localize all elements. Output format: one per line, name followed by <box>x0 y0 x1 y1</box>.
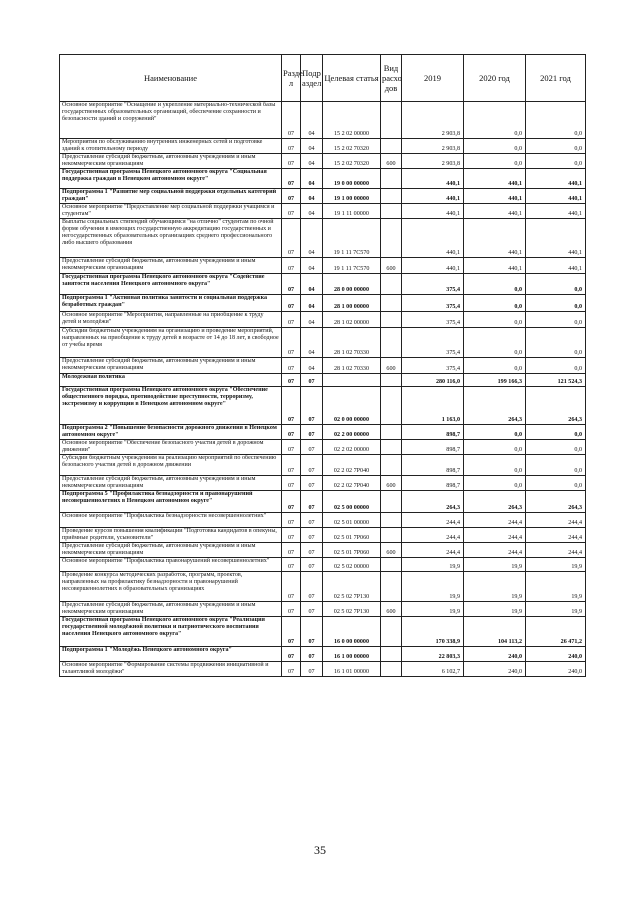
table-row <box>60 662 586 677</box>
table-cell-subsection: 04 <box>301 328 323 358</box>
table-cell-name: Проведение курсов повышения квалификации "Подготовка кандидатов в опекуны, приёмные родители, усыновители" <box>60 528 282 543</box>
table-cell-target-article: 28 1 00 00000 <box>323 295 381 312</box>
header-subsection: Подр аздел <box>301 55 323 102</box>
table-cell-subsection: 07 <box>301 425 323 440</box>
table-cell-subsection: 07 <box>301 617 323 647</box>
table-cell-name: Проведение конкурса методических разработок, программ, проектов, направленных на профилактику безнадзорности и правонарушений несовершеннолетних в образовательных организациях <box>60 572 282 602</box>
table-cell-2020: 0,0 <box>464 358 526 374</box>
table-cell-2020: 0,0 <box>464 476 526 491</box>
table-cell-subsection: 04 <box>301 258 323 274</box>
table-cell-section: 07 <box>282 258 301 274</box>
table-cell-2021: 264,3 <box>526 387 586 425</box>
table-cell-expense-type <box>381 204 402 219</box>
table-cell-2020: 0,0 <box>464 455 526 476</box>
table-cell-section: 07 <box>282 189 301 204</box>
table-row <box>60 139 586 154</box>
table-cell-target-article: 28 1 02 70330 <box>323 328 381 358</box>
table-cell-expense-type: 600 <box>381 358 402 374</box>
table-row <box>60 558 586 572</box>
table-cell-2019: 19,9 <box>402 558 464 572</box>
table-cell-2020: 440,1 <box>464 204 526 219</box>
table-cell-section: 07 <box>282 572 301 602</box>
table-row <box>60 476 586 491</box>
table-cell-2020: 0,0 <box>464 295 526 312</box>
table-cell-name: Основное мероприятие "Профилактика безнадзорности несовершеннолетних" <box>60 513 282 528</box>
table-cell-name: Подпрограмма 5 "Профилактика безнадзорности и правонарушений несовершеннолетних в Ненецком автономном округе" <box>60 491 282 513</box>
table-cell-2020: 440,1 <box>464 169 526 189</box>
table-cell-section: 07 <box>282 358 301 374</box>
table-cell-2020: 0,0 <box>464 102 526 139</box>
table-cell-target-article: 19 0 00 00000 <box>323 169 381 189</box>
table-cell-2019: 170 338,9 <box>402 617 464 647</box>
table-cell-target-article: 16 1 01 00000 <box>323 662 381 677</box>
table-cell-target-article: 02 5 02 7Р130 <box>323 602 381 617</box>
table-cell-2021: 19,9 <box>526 558 586 572</box>
table-cell-target-article: 02 5 00 00000 <box>323 491 381 513</box>
table-cell-expense-type <box>381 374 402 387</box>
header-section: Разде л <box>282 55 301 102</box>
table-cell-section: 07 <box>282 328 301 358</box>
table-row <box>60 312 586 328</box>
table-cell-2019: 440,1 <box>402 204 464 219</box>
table-cell-name: Выплаты социальных стипендий обучающимся "на отлично" студентам по очной форме обучения в имеющих государственную аккредитацию государственных и негосударственных образовательных организациях среднего профессионального либо высшего образования <box>60 219 282 258</box>
table-cell-2020: 199 166,3 <box>464 374 526 387</box>
table-cell-subsection: 07 <box>301 662 323 677</box>
table-cell-2021: 240,0 <box>526 662 586 677</box>
table-cell-2019: 2 903,8 <box>402 139 464 154</box>
table-cell-expense-type <box>381 455 402 476</box>
table-cell-2020: 0,0 <box>464 154 526 169</box>
table-cell-2020: 244,4 <box>464 528 526 543</box>
table-cell-name: Подпрограмма 1 "Развитие мер социальной поддержки отдельных категорий граждан" <box>60 189 282 204</box>
table-cell-2021: 19,9 <box>526 602 586 617</box>
table-cell-expense-type <box>381 169 402 189</box>
table-cell-subsection: 04 <box>301 189 323 204</box>
table-cell-expense-type: 600 <box>381 543 402 558</box>
table-cell-subsection: 04 <box>301 102 323 139</box>
table-cell-2021: 0,0 <box>526 312 586 328</box>
table-cell-2021: 0,0 <box>526 274 586 295</box>
table-cell-section: 07 <box>282 274 301 295</box>
table-cell-target-article: 02 0 00 00000 <box>323 387 381 425</box>
table-cell-section: 07 <box>282 617 301 647</box>
table-cell-subsection: 04 <box>301 169 323 189</box>
table-row <box>60 102 586 139</box>
table-cell-2020: 0,0 <box>464 328 526 358</box>
table-row <box>60 154 586 169</box>
table-cell-section: 07 <box>282 204 301 219</box>
table-cell-expense-type <box>381 440 402 455</box>
table-cell-name: Основное мероприятие "Формирование системы продвижения инициативной и талантливой молодёжи" <box>60 662 282 677</box>
budget-table <box>59 54 586 677</box>
table-cell-2020: 240,0 <box>464 662 526 677</box>
table-cell-target-article: 19 1 11 7С570 <box>323 258 381 274</box>
table-cell-section: 07 <box>282 425 301 440</box>
table-cell-name: Подпрограмма 2 "Повышение безопасности дорожного движения в Ненецком автономном округе" <box>60 425 282 440</box>
table-cell-2021: 0,0 <box>526 358 586 374</box>
table-row <box>60 204 586 219</box>
table-row <box>60 491 586 513</box>
table-row <box>60 219 586 258</box>
table-cell-expense-type <box>381 219 402 258</box>
table-cell-section: 07 <box>282 513 301 528</box>
table-cell-subsection: 07 <box>301 387 323 425</box>
table-cell-section: 07 <box>282 139 301 154</box>
table-cell-target-article: 19 1 11 00000 <box>323 204 381 219</box>
table-cell-subsection: 04 <box>301 139 323 154</box>
table-cell-2021: 440,1 <box>526 169 586 189</box>
table-row <box>60 169 586 189</box>
table-cell-2020: 19,9 <box>464 572 526 602</box>
table-cell-2021: 0,0 <box>526 139 586 154</box>
table-cell-target-article: 28 0 00 00000 <box>323 274 381 295</box>
table-cell-target-article: 02 5 01 7Р060 <box>323 528 381 543</box>
table-cell-expense-type: 600 <box>381 476 402 491</box>
table-cell-name: Основное мероприятие "Профилактика правонарушений несовершеннолетних" <box>60 558 282 572</box>
table-row <box>60 189 586 204</box>
page-number: 35 <box>314 843 326 857</box>
table-cell-name: Основное мероприятие "Мероприятия, направленные на приобщение к труду детей и молодёжи" <box>60 312 282 328</box>
table-cell-2019: 440,1 <box>402 169 464 189</box>
table-cell-2020: 240,0 <box>464 647 526 662</box>
table-cell-subsection: 04 <box>301 274 323 295</box>
table-cell-name: Подпрограмма 1 "Молодёжь Ненецкого автономного округа" <box>60 647 282 662</box>
table-row <box>60 295 586 312</box>
table-cell-expense-type <box>381 617 402 647</box>
table-cell-2020: 244,4 <box>464 543 526 558</box>
table-cell-2019: 244,4 <box>402 513 464 528</box>
table-cell-2019: 244,4 <box>402 528 464 543</box>
table-cell-2020: 440,1 <box>464 258 526 274</box>
table-cell-2020: 0,0 <box>464 139 526 154</box>
table-cell-name: Основное мероприятие "Оснащение и укрепление материально-технической базы государственных образовательных организаций, обеспечение сохранности и безопасности зданий и сооружений" <box>60 102 282 139</box>
table-cell-2019: 375,4 <box>402 312 464 328</box>
table-cell-target-article: 02 2 02 7Р040 <box>323 455 381 476</box>
table-cell-target-article: 15 2 02 00000 <box>323 102 381 139</box>
table-cell-2021: 121 524,3 <box>526 374 586 387</box>
table-cell-2019: 898,7 <box>402 440 464 455</box>
table-cell-subsection: 07 <box>301 647 323 662</box>
table-cell-2019: 440,1 <box>402 258 464 274</box>
table-row <box>60 358 586 374</box>
table-row <box>60 387 586 425</box>
table-row <box>60 528 586 543</box>
table-cell-subsection: 04 <box>301 204 323 219</box>
table-cell-2020: 104 113,2 <box>464 617 526 647</box>
table-cell-section: 07 <box>282 169 301 189</box>
table-cell-expense-type <box>381 274 402 295</box>
table-row <box>60 455 586 476</box>
header-target-article: Целевая статья <box>323 55 381 102</box>
table-cell-target-article: 16 1 00 00000 <box>323 647 381 662</box>
table-cell-2021: 0,0 <box>526 440 586 455</box>
table-cell-subsection: 07 <box>301 543 323 558</box>
table-cell-2019: 440,1 <box>402 189 464 204</box>
table-cell-2020: 19,9 <box>464 602 526 617</box>
table-cell-2019: 19,9 <box>402 572 464 602</box>
table-cell-target-article: 02 5 01 7Р060 <box>323 543 381 558</box>
table-cell-2019: 19,9 <box>402 602 464 617</box>
header-expense-type: Вид расхо дов <box>381 55 402 102</box>
table-cell-name: Предоставление субсидий бюджетным, автономным учреждениям и иным некоммерческим организациям <box>60 154 282 169</box>
table-cell-2019: 2 903,8 <box>402 102 464 139</box>
table-cell-section: 07 <box>282 219 301 258</box>
table-cell-section: 07 <box>282 102 301 139</box>
table-cell-2021: 440,1 <box>526 258 586 274</box>
table-cell-expense-type <box>381 572 402 602</box>
table-cell-expense-type <box>381 425 402 440</box>
table-cell-2019: 6 102,7 <box>402 662 464 677</box>
table-cell-2021: 440,1 <box>526 204 586 219</box>
table-cell-2019: 280 116,0 <box>402 374 464 387</box>
table-cell-name: Субсидии бюджетным учреждениям на организацию и проведение мероприятий, направленных на приобщение к труду детей в возрасте от 14 до 18 лет, в свободное от учебы время <box>60 328 282 358</box>
header-row <box>60 55 586 102</box>
table-row <box>60 374 586 387</box>
table-cell-name: Предоставление субсидий бюджетным, автономным учреждениям и иным некоммерческим организациям <box>60 602 282 617</box>
table-cell-2021: 0,0 <box>526 102 586 139</box>
table-cell-name: Государственная программа Ненецкого автономного округа "Реализация государственной молодёжной политики и патриотического воспитания населения Ненецкого автономного округа" <box>60 617 282 647</box>
table-cell-2019: 898,7 <box>402 455 464 476</box>
table-cell-2021: 0,0 <box>526 455 586 476</box>
table-row <box>60 647 586 662</box>
table-cell-target-article: 02 5 02 00000 <box>323 558 381 572</box>
table-cell-expense-type: 600 <box>381 602 402 617</box>
table-cell-subsection: 07 <box>301 476 323 491</box>
table-cell-subsection: 04 <box>301 312 323 328</box>
table-cell-section: 07 <box>282 662 301 677</box>
table-row <box>60 274 586 295</box>
table-cell-name: Молодежная политика <box>60 374 282 387</box>
table-row <box>60 328 586 358</box>
table-cell-expense-type <box>381 513 402 528</box>
table-cell-target-article: 02 2 02 00000 <box>323 440 381 455</box>
table-cell-2019: 375,4 <box>402 358 464 374</box>
table-cell-2019: 375,4 <box>402 274 464 295</box>
table-cell-2020: 264,3 <box>464 491 526 513</box>
table-cell-name: Субсидии бюджетным учреждениям на реализацию мероприятий по обеспечению безопасного участия детей в дорожном движении <box>60 455 282 476</box>
table-cell-section: 07 <box>282 440 301 455</box>
table-cell-2021: 0,0 <box>526 425 586 440</box>
table-cell-2019: 375,4 <box>402 295 464 312</box>
table-cell-section: 07 <box>282 491 301 513</box>
table-cell-section: 07 <box>282 295 301 312</box>
table-cell-expense-type <box>381 662 402 677</box>
table-cell-2021: 19,9 <box>526 572 586 602</box>
header-2019: 2019 <box>402 55 464 102</box>
table-cell-target-article: 02 5 01 00000 <box>323 513 381 528</box>
table-cell-2021: 0,0 <box>526 476 586 491</box>
table-row <box>60 258 586 274</box>
table-cell-section: 07 <box>282 543 301 558</box>
table-cell-name: Предоставление субсидий бюджетным, автономным учреждениям и иным некоммерческим организациям <box>60 358 282 374</box>
table-cell-target-article: 02 2 00 00000 <box>323 425 381 440</box>
table-cell-target-article: 28 1 02 00000 <box>323 312 381 328</box>
table-cell-2020: 0,0 <box>464 425 526 440</box>
table-cell-target-article: 19 1 00 00000 <box>323 189 381 204</box>
table-cell-2021: 0,0 <box>526 328 586 358</box>
table-cell-expense-type <box>381 295 402 312</box>
table-cell-2021: 240,0 <box>526 647 586 662</box>
table-row <box>60 602 586 617</box>
table-cell-2019: 440,1 <box>402 219 464 258</box>
table-cell-expense-type <box>381 528 402 543</box>
table-cell-subsection: 07 <box>301 374 323 387</box>
table-cell-section: 07 <box>282 528 301 543</box>
table-cell-subsection: 07 <box>301 602 323 617</box>
header-2020: 2020 год <box>464 55 526 102</box>
table-cell-name: Мероприятия по обслуживанию внутренних инженерных сетей и подготовке зданий к отопительному периоду <box>60 139 282 154</box>
table-cell-name: Предоставление субсидий бюджетным, автономным учреждениям и иным некоммерческим организациям <box>60 476 282 491</box>
table-cell-2020: 0,0 <box>464 312 526 328</box>
table-cell-subsection: 04 <box>301 295 323 312</box>
table-cell-2019: 375,4 <box>402 328 464 358</box>
table-cell-name: Государственная программа Ненецкого автономного округа "Обеспечение общественного порядка, противодействие преступности, терроризму, экстремизму и коррупции в Ненецком автономном округе" <box>60 387 282 425</box>
table-cell-2020: 244,4 <box>464 513 526 528</box>
table-cell-section: 07 <box>282 647 301 662</box>
table-cell-subsection: 07 <box>301 455 323 476</box>
table-cell-section: 07 <box>282 558 301 572</box>
table-body <box>60 102 586 677</box>
table-cell-2020: 264,3 <box>464 387 526 425</box>
header-2021: 2021 год <box>526 55 586 102</box>
table-row <box>60 543 586 558</box>
table-cell-name: Подпрограмма 1 "Активная политика занятости и социальная поддержка безработных граждан" <box>60 295 282 312</box>
table-cell-expense-type: 600 <box>381 154 402 169</box>
table-cell-expense-type <box>381 647 402 662</box>
table-cell-2021: 0,0 <box>526 154 586 169</box>
header-name: Наименование <box>60 55 282 102</box>
table-cell-2019: 22 803,3 <box>402 647 464 662</box>
table-cell-name: Государственная программа Ненецкого автономного округа "Социальная поддержка граждан в Ненецком автономном округе" <box>60 169 282 189</box>
table-cell-name: Предоставление субсидий бюджетным, автономным учреждениям и иным некоммерческим организациям <box>60 543 282 558</box>
table-cell-2021: 244,4 <box>526 528 586 543</box>
table-cell-2020: 0,0 <box>464 440 526 455</box>
table-cell-section: 07 <box>282 476 301 491</box>
table-cell-target-article <box>323 374 381 387</box>
table-cell-2020: 0,0 <box>464 274 526 295</box>
table-cell-section: 07 <box>282 374 301 387</box>
table-cell-2019: 1 163,0 <box>402 387 464 425</box>
table-cell-2021: 244,4 <box>526 513 586 528</box>
table-cell-section: 07 <box>282 602 301 617</box>
table-cell-2021: 26 471,2 <box>526 617 586 647</box>
table-cell-2019: 898,7 <box>402 476 464 491</box>
table-cell-expense-type <box>381 312 402 328</box>
table-cell-expense-type: 600 <box>381 258 402 274</box>
table-row <box>60 617 586 647</box>
table-cell-target-article: 16 0 00 00000 <box>323 617 381 647</box>
table-cell-subsection: 07 <box>301 528 323 543</box>
table-row <box>60 425 586 440</box>
table-cell-target-article: 02 2 02 7Р040 <box>323 476 381 491</box>
table-cell-target-article: 19 1 11 7С570 <box>323 219 381 258</box>
table-row <box>60 513 586 528</box>
table-cell-name: Государственная программа Ненецкого автономного округа "Содействие занятости населения Ненецкого автономного округа" <box>60 274 282 295</box>
table-cell-expense-type <box>381 558 402 572</box>
table-cell-2021: 440,1 <box>526 189 586 204</box>
table-cell-2020: 19,9 <box>464 558 526 572</box>
table-cell-2019: 898,7 <box>402 425 464 440</box>
table-cell-section: 07 <box>282 312 301 328</box>
table-cell-2021: 440,1 <box>526 219 586 258</box>
table-cell-target-article: 15 2 02 70320 <box>323 154 381 169</box>
table-cell-expense-type <box>381 102 402 139</box>
table-cell-subsection: 07 <box>301 558 323 572</box>
table-cell-section: 07 <box>282 387 301 425</box>
table-cell-target-article: 28 1 02 70330 <box>323 358 381 374</box>
table-row <box>60 440 586 455</box>
table-cell-expense-type <box>381 387 402 425</box>
table-cell-subsection: 04 <box>301 154 323 169</box>
table-cell-subsection: 07 <box>301 572 323 602</box>
table-cell-subsection: 07 <box>301 513 323 528</box>
table-cell-subsection: 04 <box>301 219 323 258</box>
table-cell-2020: 440,1 <box>464 189 526 204</box>
table-cell-target-article: 02 5 02 7Р130 <box>323 572 381 602</box>
table-cell-name: Основное мероприятие "Обеспечение безопасного участия детей в дорожном движении" <box>60 440 282 455</box>
table-cell-expense-type <box>381 491 402 513</box>
table-cell-target-article: 15 2 02 70320 <box>323 139 381 154</box>
table-cell-section: 07 <box>282 154 301 169</box>
table-cell-2019: 2 903,8 <box>402 154 464 169</box>
table-cell-2021: 264,3 <box>526 491 586 513</box>
table-cell-2019: 264,3 <box>402 491 464 513</box>
table-cell-expense-type <box>381 328 402 358</box>
table-cell-2019: 244,4 <box>402 543 464 558</box>
table-cell-2021: 0,0 <box>526 295 586 312</box>
table-cell-expense-type <box>381 139 402 154</box>
table-cell-subsection: 07 <box>301 491 323 513</box>
table-cell-section: 07 <box>282 455 301 476</box>
table-cell-expense-type <box>381 189 402 204</box>
table-cell-subsection: 04 <box>301 358 323 374</box>
table-row <box>60 572 586 602</box>
table-cell-2021: 244,4 <box>526 543 586 558</box>
table-cell-name: Предоставление субсидий бюджетным, автономным учреждениям и иным некоммерческим организациям <box>60 258 282 274</box>
table-cell-subsection: 07 <box>301 440 323 455</box>
table-cell-name: Основное мероприятие "Предоставление мер социальной поддержки учащимся и студентам" <box>60 204 282 219</box>
table-cell-2020: 440,1 <box>464 219 526 258</box>
